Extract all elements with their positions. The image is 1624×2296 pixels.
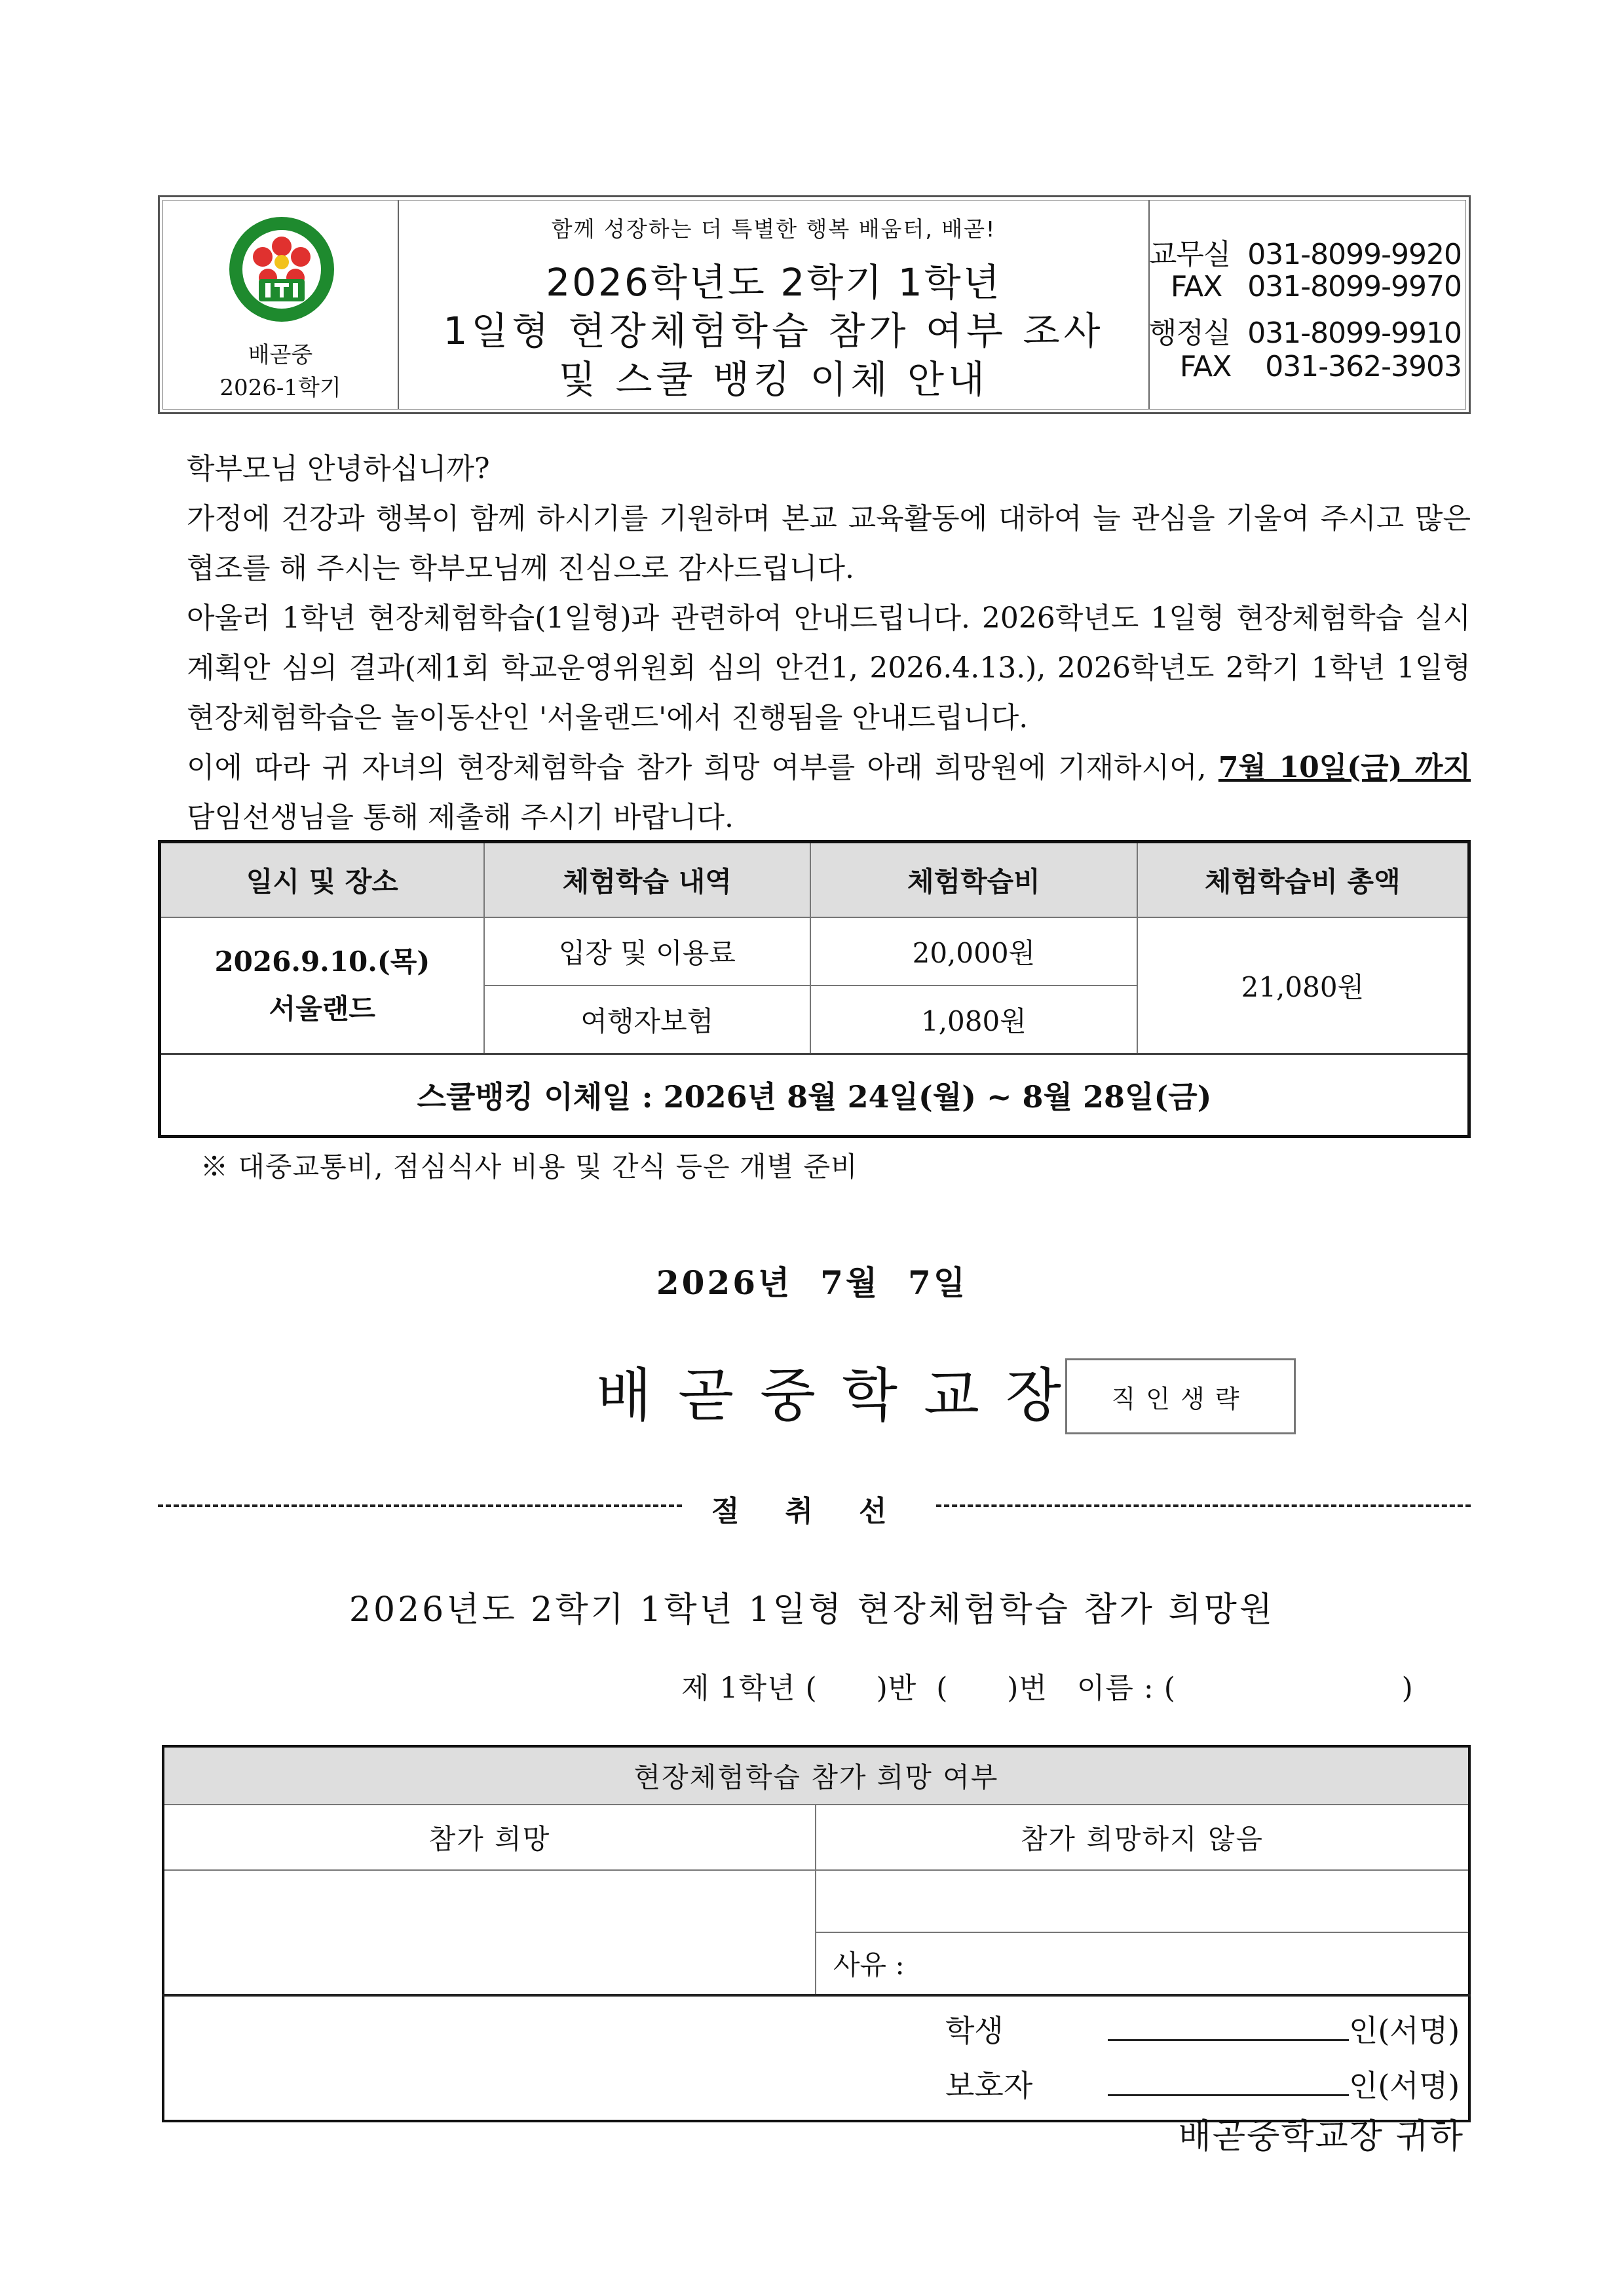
contact-office-fax: FAX 031-8099-9970 <box>1170 270 1462 303</box>
item-name-admission: 입장 및 이용료 <box>484 917 810 985</box>
participation-table <box>162 1745 1471 2122</box>
seal-omitted-box: 직인생략 <box>1065 1358 1296 1434</box>
contact-office: 교무실 031-8099-9920 <box>1148 238 1462 271</box>
student-label: 학생 <box>945 2013 1004 2048</box>
principal-name: 배곧중학교장 <box>596 1362 1088 1429</box>
title-line-3: 및 스쿨 뱅킹 이체 안내 <box>559 357 989 402</box>
guardian-signature-field[interactable] <box>1108 2068 1349 2096</box>
term-code: 2026-1학기 <box>219 375 341 401</box>
issue-date: 2026년 7월 7일 <box>656 1263 968 1302</box>
addressee: 배곧중학교장 귀하 <box>1178 2117 1464 2156</box>
cut-line-right <box>936 1504 1471 1507</box>
date-place-cell <box>160 917 484 1054</box>
paragraph-3-end: 담임선생님을 통해 제출해 주시기 바랍니다. <box>187 801 734 834</box>
paragraph-2: 아울러 1학년 현장체험학습(1일형)과 관련하여 안내드립니다. 2026학년도 1일형 현장체험학습 실시 계획안 심의 결과(제1회 학교운영위원회 심의 안건1, 2026.4.13.), 2026학년도 2학기 1학년 1일형 현장체험학습은 놀이동산인 '서울랜드'에서 진행됨을 안내드립니다. <box>187 602 1471 735</box>
cut-line-label: 절취선 <box>711 1495 933 1528</box>
guardian-sign-suffix: 인(서명) <box>1349 2068 1460 2103</box>
fee-table <box>158 840 1471 1138</box>
signature-area <box>163 1995 1469 2121</box>
header-total: 체험학습비 총액 <box>1137 842 1469 918</box>
submission-deadline: 7월 10일(금) 까지 <box>1218 751 1471 784</box>
school-short-name: 배곧중 <box>248 342 313 368</box>
transfer-period: 스쿨뱅킹 이체일 : 2026년 8월 24일(월) ~ 8월 28일(금) <box>160 1054 1469 1137</box>
title-cell <box>399 201 1150 409</box>
option-no-label: 참가 희망하지 않음 <box>816 1805 1469 1870</box>
paragraph-1: 가정에 건강과 행복이 함께 하시기를 기원하며 본교 교육활동에 대하여 늘 관심을 기울여 주시고 많은 협조를 해 주시는 학부모님께 진심으로 감사드립니다. <box>187 502 1471 585</box>
letter-body <box>158 444 1471 843</box>
contact-admin: 행정실 031-8099-9910 <box>1148 316 1462 350</box>
option-yes-check-area[interactable] <box>163 1870 816 1995</box>
contact-cell <box>1150 201 1465 409</box>
paragraph-3 <box>158 743 1471 843</box>
participation-header: 현장체험학습 참가 희망 여부 <box>163 1746 1469 1805</box>
trip-place: 서울랜드 <box>269 993 375 1025</box>
header-fee: 체험학습비 <box>810 842 1137 918</box>
trip-date: 2026.9.10.(목) <box>214 946 430 978</box>
contact-admin-fax: FAX 031-362-3903 <box>1179 350 1462 383</box>
student-signature-field[interactable] <box>1108 2013 1349 2041</box>
student-info-line[interactable]: 제 1학년 ( )반 ( )번 이름 : ( ) <box>681 1672 1414 1705</box>
cut-line-left <box>158 1504 682 1507</box>
total-fee: 21,080원 <box>1137 917 1469 1054</box>
reason-cell[interactable] <box>816 1932 1469 1995</box>
item-cost-admission: 20,000원 <box>810 917 1137 985</box>
note-text: ※ 대중교통비, 점심식사 비용 및 간식 등은 개별 준비 <box>200 1151 858 1183</box>
header-activity: 체험학습 내역 <box>484 842 810 918</box>
paragraph-3-start: 이에 따라 귀 자녀의 현장체험학습 참가 희망 여부를 아래 희망원에 기재하시어, <box>187 751 1218 784</box>
greeting: 학부모님 안녕하십니까? <box>187 452 490 486</box>
document-header <box>158 195 1471 414</box>
option-no-check-area[interactable] <box>816 1870 1469 1932</box>
guardian-label: 보호자 <box>945 2068 1033 2103</box>
title-line-1: 2026학년도 2학기 1학년 <box>546 260 1002 305</box>
student-sign-suffix: 인(서명) <box>1349 2013 1460 2048</box>
title-line-2: 1일형 현장체험학습 참가 여부 조사 <box>443 309 1105 353</box>
form-title: 2026년도 2학기 1학년 1일형 현장체험학습 참가 희망원 <box>349 1590 1275 1630</box>
item-cost-insurance: 1,080원 <box>810 985 1137 1054</box>
school-logo-cell <box>163 201 399 409</box>
header-date-place: 일시 및 장소 <box>160 842 484 918</box>
school-emblem-icon <box>227 215 336 324</box>
option-yes-label: 참가 희망 <box>163 1805 816 1870</box>
reason-label: 사유 : <box>833 1949 905 1981</box>
cut-line <box>158 1486 1471 1528</box>
guardian-signature-row <box>945 2062 1460 2105</box>
item-name-insurance: 여행자보험 <box>484 985 810 1054</box>
school-slogan: 함께 성장하는 더 특별한 행복 배움터, 배곧! <box>551 216 996 242</box>
student-signature-row <box>945 2007 1460 2050</box>
